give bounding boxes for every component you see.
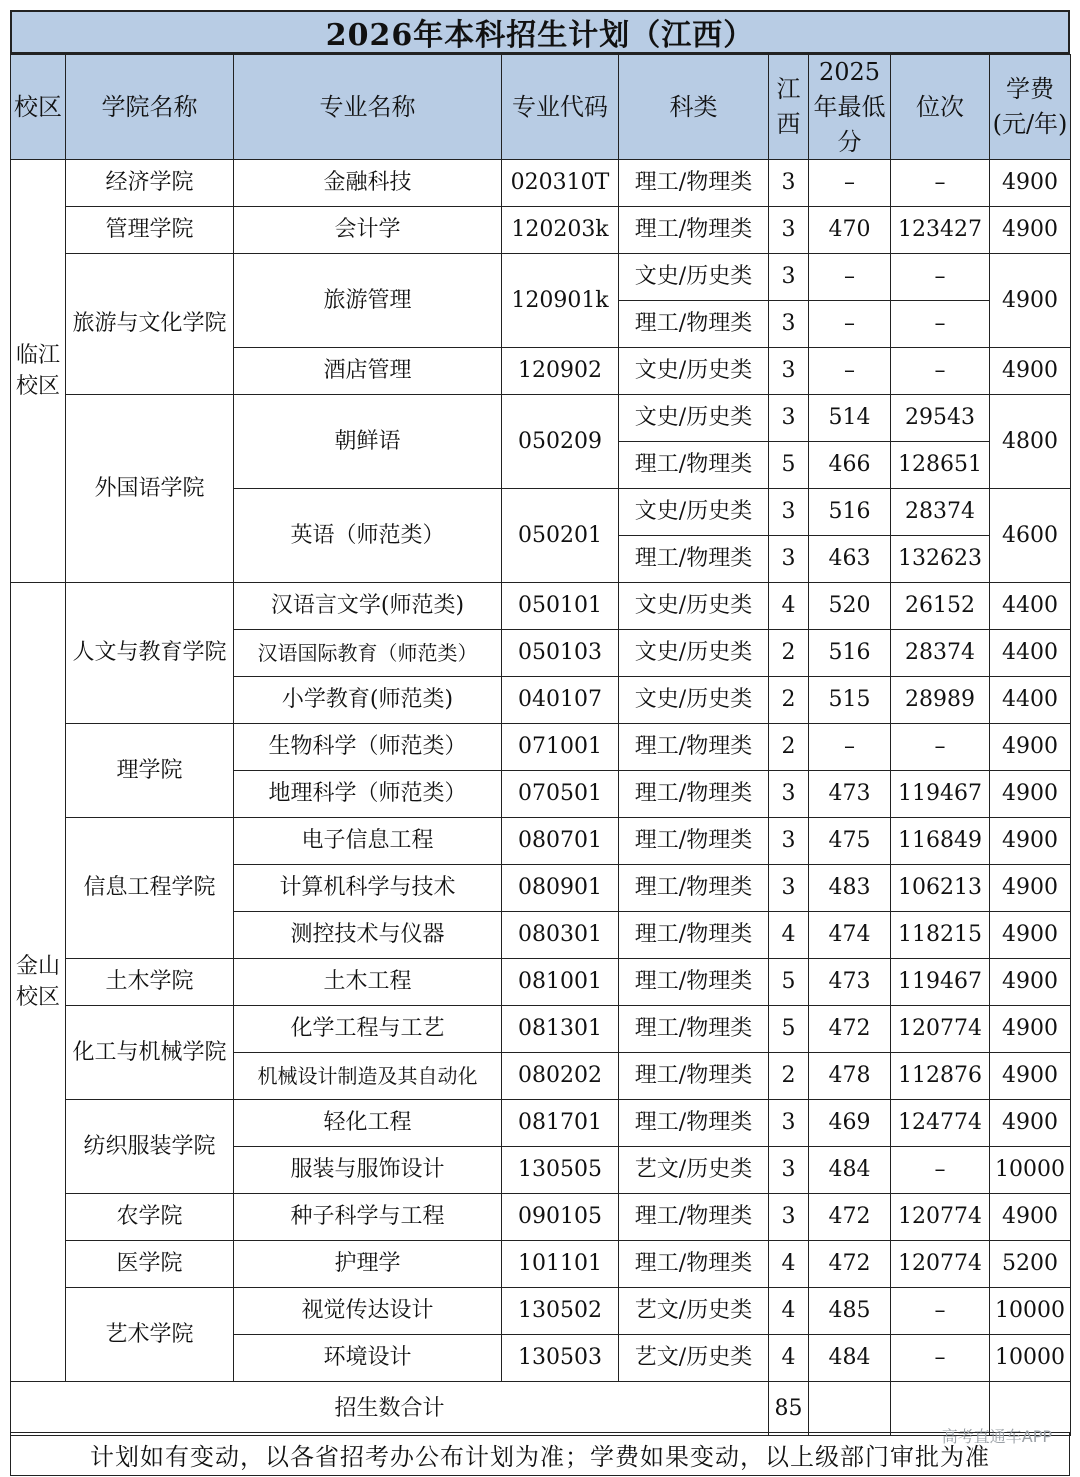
- enrollment-plan-table: [10, 54, 1071, 1436]
- total-row: [11, 1382, 1071, 1436]
- score-cell: –: [809, 254, 891, 301]
- category-cell: 理工/物理类: [619, 771, 769, 818]
- category-cell: 文史/历史类: [619, 395, 769, 442]
- quota-cell: 3: [769, 1194, 809, 1241]
- code-cell: 020310T: [502, 160, 619, 207]
- category-cell: 文史/历史类: [619, 489, 769, 536]
- quota-cell: 3: [769, 301, 809, 348]
- category-cell: 理工/物理类: [619, 1006, 769, 1053]
- header-rank: 位次: [891, 55, 990, 160]
- quota-cell: 3: [769, 1147, 809, 1194]
- rank-cell: 119467: [891, 959, 990, 1006]
- fee-cell: 4900: [990, 912, 1071, 959]
- code-cell: 050101: [502, 583, 619, 630]
- header-code: 专业代码: [502, 55, 619, 160]
- code-cell: 130502: [502, 1288, 619, 1335]
- category-cell: 文史/历史类: [619, 583, 769, 630]
- rank-cell: –: [891, 301, 990, 348]
- category-cell: 理工/物理类: [619, 959, 769, 1006]
- major-cell: 金融科技: [234, 160, 502, 207]
- rank-cell: 26152: [891, 583, 990, 630]
- college-cell: 理学院: [66, 724, 234, 818]
- major-cell: 土木工程: [234, 959, 502, 1006]
- score-cell: 516: [809, 630, 891, 677]
- score-cell: 516: [809, 489, 891, 536]
- college-cell: 外国语学院: [66, 395, 234, 583]
- score-cell: 485: [809, 1288, 891, 1335]
- score-cell: –: [809, 301, 891, 348]
- quota-cell: 3: [769, 818, 809, 865]
- fee-cell: 4400: [990, 630, 1071, 677]
- total-label: 招生数合计: [11, 1382, 769, 1436]
- college-cell: 农学院: [66, 1194, 234, 1241]
- header-category: 科类: [619, 55, 769, 160]
- category-cell: 理工/物理类: [619, 1194, 769, 1241]
- category-cell: 艺文/历史类: [619, 1335, 769, 1382]
- table-row: [11, 160, 1071, 207]
- category-cell: 理工/物理类: [619, 536, 769, 583]
- rank-cell: 106213: [891, 865, 990, 912]
- quota-cell: 3: [769, 254, 809, 301]
- table-row: [11, 818, 1071, 865]
- code-cell: 050201: [502, 489, 619, 583]
- header-campus: 校区: [11, 55, 66, 160]
- quota-cell: 2: [769, 677, 809, 724]
- rank-cell: –: [891, 724, 990, 771]
- header-college: 学院名称: [66, 55, 234, 160]
- major-cell: 护理学: [234, 1241, 502, 1288]
- score-cell: 472: [809, 1241, 891, 1288]
- code-cell: 090105: [502, 1194, 619, 1241]
- total-empty-score: [809, 1382, 891, 1436]
- code-cell: 070501: [502, 771, 619, 818]
- major-cell: 计算机科学与技术: [234, 865, 502, 912]
- major-cell: 机械设计制造及其自动化: [234, 1053, 502, 1100]
- quota-cell: 4: [769, 912, 809, 959]
- category-cell: 文史/历史类: [619, 254, 769, 301]
- category-cell: 理工/物理类: [619, 818, 769, 865]
- college-cell: 旅游与文化学院: [66, 254, 234, 395]
- major-cell: 酒店管理: [234, 348, 502, 395]
- quota-cell: 3: [769, 489, 809, 536]
- category-cell: 理工/物理类: [619, 912, 769, 959]
- code-cell: 120901k: [502, 254, 619, 348]
- college-cell: 纺织服装学院: [66, 1100, 234, 1194]
- code-cell: 130505: [502, 1147, 619, 1194]
- score-cell: 472: [809, 1194, 891, 1241]
- fee-cell: 4900: [990, 771, 1071, 818]
- code-cell: 120902: [502, 348, 619, 395]
- rank-cell: –: [891, 1147, 990, 1194]
- fee-cell: 4900: [990, 1053, 1071, 1100]
- major-cell: 种子科学与工程: [234, 1194, 502, 1241]
- major-cell: 生物科学（师范类）: [234, 724, 502, 771]
- category-cell: 艺文/历史类: [619, 1147, 769, 1194]
- score-cell: –: [809, 348, 891, 395]
- major-cell: 英语（师范类）: [234, 489, 502, 583]
- major-cell: 服装与服饰设计: [234, 1147, 502, 1194]
- college-cell: 管理学院: [66, 207, 234, 254]
- category-cell: 理工/物理类: [619, 301, 769, 348]
- quota-cell: 2: [769, 630, 809, 677]
- campus-cell: 临江校区: [11, 160, 66, 583]
- fee-cell: 4900: [990, 1100, 1071, 1147]
- score-cell: –: [809, 160, 891, 207]
- major-cell: 小学教育(师范类): [234, 677, 502, 724]
- score-cell: 470: [809, 207, 891, 254]
- quota-cell: 3: [769, 771, 809, 818]
- table-row: [11, 1100, 1071, 1147]
- major-cell: 轻化工程: [234, 1100, 502, 1147]
- fee-cell: 4600: [990, 489, 1071, 583]
- code-cell: 081701: [502, 1100, 619, 1147]
- footnote: 计划如有变动，以各省招考办公布计划为准；学费如果变动，以上级部门审批为准: [10, 1432, 1070, 1476]
- major-cell: 会计学: [234, 207, 502, 254]
- college-cell: 信息工程学院: [66, 818, 234, 959]
- table-row: [11, 1241, 1071, 1288]
- code-cell: 071001: [502, 724, 619, 771]
- fee-cell: 4900: [990, 724, 1071, 771]
- category-cell: 理工/物理类: [619, 865, 769, 912]
- table-row: [11, 207, 1071, 254]
- fee-cell: 10000: [990, 1288, 1071, 1335]
- rank-cell: –: [891, 1335, 990, 1382]
- rank-cell: 128651: [891, 442, 990, 489]
- score-cell: 483: [809, 865, 891, 912]
- college-cell: 人文与教育学院: [66, 583, 234, 724]
- table-row: [11, 254, 1071, 301]
- quota-cell: 3: [769, 395, 809, 442]
- fee-cell: 5200: [990, 1241, 1071, 1288]
- major-cell: 视觉传达设计: [234, 1288, 502, 1335]
- rank-cell: 119467: [891, 771, 990, 818]
- rank-cell: 118215: [891, 912, 990, 959]
- fee-cell: 4900: [990, 348, 1071, 395]
- score-cell: 520: [809, 583, 891, 630]
- rank-cell: –: [891, 1288, 990, 1335]
- code-cell: 050209: [502, 395, 619, 489]
- quota-cell: 5: [769, 442, 809, 489]
- fee-cell: 4900: [990, 207, 1071, 254]
- code-cell: 130503: [502, 1335, 619, 1382]
- score-cell: 515: [809, 677, 891, 724]
- score-cell: 514: [809, 395, 891, 442]
- watermark: 高考直通车APP: [941, 1427, 1052, 1446]
- rank-cell: 123427: [891, 207, 990, 254]
- rank-cell: –: [891, 348, 990, 395]
- fee-cell: 4900: [990, 1006, 1071, 1053]
- table-row: [11, 1194, 1071, 1241]
- quota-cell: 3: [769, 865, 809, 912]
- rank-cell: 124774: [891, 1100, 990, 1147]
- score-cell: 472: [809, 1006, 891, 1053]
- fee-cell: 4900: [990, 818, 1071, 865]
- category-cell: 文史/历史类: [619, 348, 769, 395]
- quota-cell: 3: [769, 160, 809, 207]
- quota-cell: 3: [769, 1100, 809, 1147]
- college-cell: 化工与机械学院: [66, 1006, 234, 1100]
- category-cell: 艺文/历史类: [619, 1288, 769, 1335]
- fee-cell: 4900: [990, 254, 1071, 348]
- college-cell: 艺术学院: [66, 1288, 234, 1382]
- quota-cell: 5: [769, 1006, 809, 1053]
- page-title: 2026年本科招生计划（江西）: [10, 10, 1070, 54]
- table-row: [11, 1288, 1071, 1335]
- score-cell: 484: [809, 1147, 891, 1194]
- college-cell: 医学院: [66, 1241, 234, 1288]
- quota-cell: 4: [769, 1288, 809, 1335]
- code-cell: 080701: [502, 818, 619, 865]
- major-cell: 电子信息工程: [234, 818, 502, 865]
- rank-cell: 28989: [891, 677, 990, 724]
- rank-cell: 120774: [891, 1194, 990, 1241]
- quota-cell: 3: [769, 207, 809, 254]
- score-cell: 473: [809, 959, 891, 1006]
- major-cell: 汉语国际教育（师范类）: [234, 630, 502, 677]
- category-cell: 理工/物理类: [619, 1053, 769, 1100]
- header-major: 专业名称: [234, 55, 502, 160]
- rank-cell: 28374: [891, 630, 990, 677]
- rank-cell: 29543: [891, 395, 990, 442]
- major-cell: 汉语言文学(师范类): [234, 583, 502, 630]
- score-cell: 469: [809, 1100, 891, 1147]
- quota-cell: 5: [769, 959, 809, 1006]
- score-cell: –: [809, 724, 891, 771]
- fee-cell: 4900: [990, 865, 1071, 912]
- quota-cell: 4: [769, 583, 809, 630]
- header-quota: 江西: [769, 55, 809, 160]
- category-cell: 理工/物理类: [619, 442, 769, 489]
- major-cell: 测控技术与仪器: [234, 912, 502, 959]
- code-cell: 040107: [502, 677, 619, 724]
- header-row: [11, 55, 1071, 160]
- rank-cell: 120774: [891, 1006, 990, 1053]
- category-cell: 理工/物理类: [619, 1100, 769, 1147]
- rank-cell: –: [891, 160, 990, 207]
- fee-cell: 4900: [990, 1194, 1071, 1241]
- code-cell: 050103: [502, 630, 619, 677]
- major-cell: 旅游管理: [234, 254, 502, 348]
- table-row: [11, 724, 1071, 771]
- fee-cell: 4400: [990, 677, 1071, 724]
- score-cell: 484: [809, 1335, 891, 1382]
- college-cell: 经济学院: [66, 160, 234, 207]
- table-row: [11, 1006, 1071, 1053]
- score-cell: 478: [809, 1053, 891, 1100]
- category-cell: 理工/物理类: [619, 207, 769, 254]
- category-cell: 理工/物理类: [619, 160, 769, 207]
- header-min-score: 2025年最低分: [809, 55, 891, 160]
- code-cell: 081001: [502, 959, 619, 1006]
- score-cell: 473: [809, 771, 891, 818]
- table-row: [11, 395, 1071, 442]
- score-cell: 463: [809, 536, 891, 583]
- college-cell: 土木学院: [66, 959, 234, 1006]
- table-row: [11, 959, 1071, 1006]
- code-cell: 120203k: [502, 207, 619, 254]
- rank-cell: –: [891, 254, 990, 301]
- header-fee: 学费(元/年): [990, 55, 1071, 160]
- quota-cell: 3: [769, 536, 809, 583]
- fee-cell: 4400: [990, 583, 1071, 630]
- score-cell: 474: [809, 912, 891, 959]
- rank-cell: 132623: [891, 536, 990, 583]
- quota-cell: 2: [769, 724, 809, 771]
- category-cell: 理工/物理类: [619, 724, 769, 771]
- major-cell: 化学工程与工艺: [234, 1006, 502, 1053]
- score-cell: 466: [809, 442, 891, 489]
- code-cell: 081301: [502, 1006, 619, 1053]
- quota-cell: 2: [769, 1053, 809, 1100]
- rank-cell: 120774: [891, 1241, 990, 1288]
- major-cell: 地理科学（师范类）: [234, 771, 502, 818]
- total-value: 85: [769, 1382, 809, 1436]
- code-cell: 080901: [502, 865, 619, 912]
- fee-cell: 4800: [990, 395, 1071, 489]
- rank-cell: 112876: [891, 1053, 990, 1100]
- rank-cell: 116849: [891, 818, 990, 865]
- fee-cell: 4900: [990, 160, 1071, 207]
- category-cell: 理工/物理类: [619, 1241, 769, 1288]
- code-cell: 080202: [502, 1053, 619, 1100]
- fee-cell: 10000: [990, 1147, 1071, 1194]
- quota-cell: 4: [769, 1241, 809, 1288]
- table-row: [11, 583, 1071, 630]
- major-cell: 环境设计: [234, 1335, 502, 1382]
- campus-cell: 金山校区: [11, 583, 66, 1382]
- rank-cell: 28374: [891, 489, 990, 536]
- fee-cell: 4900: [990, 959, 1071, 1006]
- category-cell: 文史/历史类: [619, 677, 769, 724]
- major-cell: 朝鲜语: [234, 395, 502, 489]
- fee-cell: 10000: [990, 1335, 1071, 1382]
- category-cell: 文史/历史类: [619, 630, 769, 677]
- quota-cell: 3: [769, 348, 809, 395]
- code-cell: 101101: [502, 1241, 619, 1288]
- quota-cell: 4: [769, 1335, 809, 1382]
- score-cell: 475: [809, 818, 891, 865]
- code-cell: 080301: [502, 912, 619, 959]
